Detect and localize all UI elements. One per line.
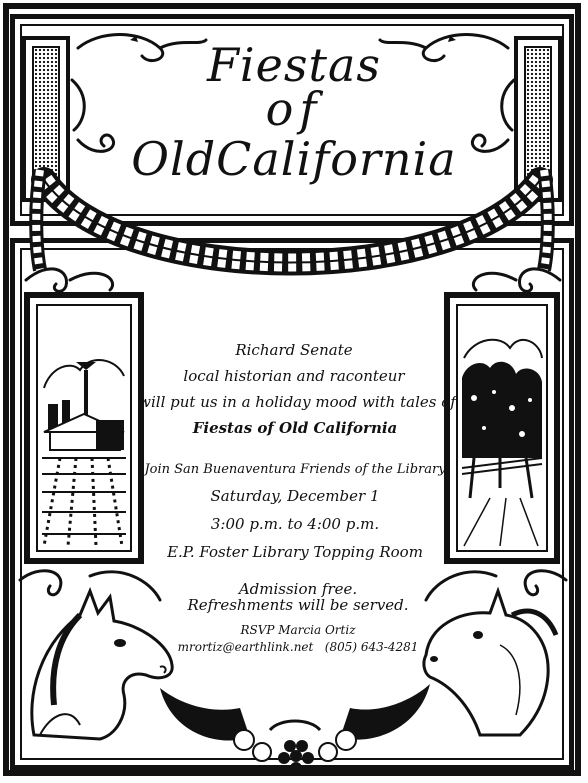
contact-line: mrortiz@earthlink.net (805) 643-4281 [177, 640, 419, 654]
upper-scroll-ornaments [0, 250, 588, 310]
event-date: Saturday, December 1 [210, 487, 380, 505]
speaker-name: Richard Senate [235, 341, 353, 359]
refreshments-line: Refreshments will be served. [187, 596, 409, 614]
title-line-3: OldCalifornia [131, 132, 457, 186]
title-line-1: Fiestas [207, 38, 381, 92]
event-venue: E.P. Foster Library Topping Room [167, 543, 423, 561]
event-time: 3:00 p.m. to 4:00 p.m. [210, 515, 380, 533]
bull-head-icon [420, 585, 570, 745]
host-line: Join San Buenaventura Friends of the Library [144, 462, 446, 477]
event-title: Fiestas of Old California [192, 419, 398, 437]
cornucopia-icon [150, 668, 440, 776]
speaker-role: local historian and raconteur [183, 367, 405, 385]
rsvp-line: RSVP Marcia Ortiz [240, 623, 356, 637]
tagline: will put us in a holiday mood with tales of [138, 393, 456, 411]
title-line-2: of [265, 82, 323, 136]
admission-line: Admission free. [238, 580, 358, 598]
